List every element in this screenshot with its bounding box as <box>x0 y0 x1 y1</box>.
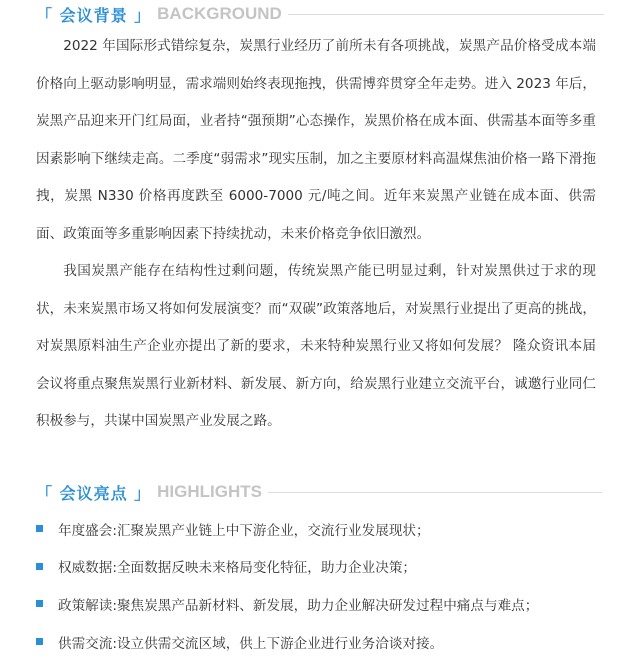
highlights-heading-en: HIGHLIGHTS <box>157 482 262 501</box>
background-heading-en: BACKGROUND <box>157 4 282 23</box>
square-bullet-icon <box>36 563 43 570</box>
highlights-list <box>36 510 538 660</box>
list-item <box>36 548 538 586</box>
background-paragraph-1: 2022 年国际形式错综复杂，炭黑行业经历了前所未有各项挑战，炭黑产品价格受成本端价格向上驱动影响明显，需求端则始终表现拖拽，供需博弈贯穿全年走势。进入 2023 年后，炭黑产品迎来开门红局面，业者持“强预期”心态操作，炭黑价格在成本面、供需基本面等多重因素影响下继续走高。二季度“弱需求”现实压制，加之主要原材料高温煤焦油价格一路下滑拖拽，炭黑 N330 价格再度跌至 6000-7000 元/吨之间。近年来炭黑产业链在成本面、供需面、政策面等多重影响因素下持续扰动，未来价格竞争依旧激烈。 <box>36 38 596 242</box>
highlight-text: 供需交流:设立供需交流区域，供上下游企业进行业务洽谈对接。 <box>58 635 444 652</box>
heading-divider <box>268 492 602 493</box>
highlight-text: 年度盛会:汇聚炭黑产业链上中下游企业，交流行业发展现状； <box>58 522 430 539</box>
highlight-text: 政策解读:聚焦炭黑产品新材料、新发展，助力企业解决研发过程中痛点与难点； <box>58 597 539 614</box>
background-heading-cn: 「 会议背景 」 <box>36 5 152 25</box>
square-bullet-icon <box>36 638 43 645</box>
highlights-heading-cn: 「 会议亮点 」 <box>36 483 152 503</box>
highlight-text: 权威数据:全面数据反映未来格局变化特征，助力企业决策； <box>58 560 417 577</box>
square-bullet-icon <box>36 525 43 532</box>
background-heading <box>36 0 604 28</box>
list-item <box>36 623 538 661</box>
list-item <box>36 510 538 548</box>
list-item <box>36 585 538 623</box>
heading-divider <box>288 14 604 15</box>
square-bullet-icon <box>36 600 43 607</box>
highlights-heading <box>36 478 602 506</box>
background-paragraph-2: 我国炭黑产能存在结构性过剩问题，传统炭黑产能已明显过剩，针对炭黑供过于求的现状，未来炭黑市场又将如何发展演变？而“双碳”政策落地后，对炭黑行业提出了更高的挑战，对炭黑原料油生产企业亦提出了新的要求，未来特种炭黑行业又将如何发展？ 隆众资讯本届会议将重点聚焦炭黑行业新材料、新发展、新方向，给炭黑行业建立交流平台，诚邀行业同仁积极参与，共谋中国炭黑产业发展之路。 <box>36 263 596 430</box>
